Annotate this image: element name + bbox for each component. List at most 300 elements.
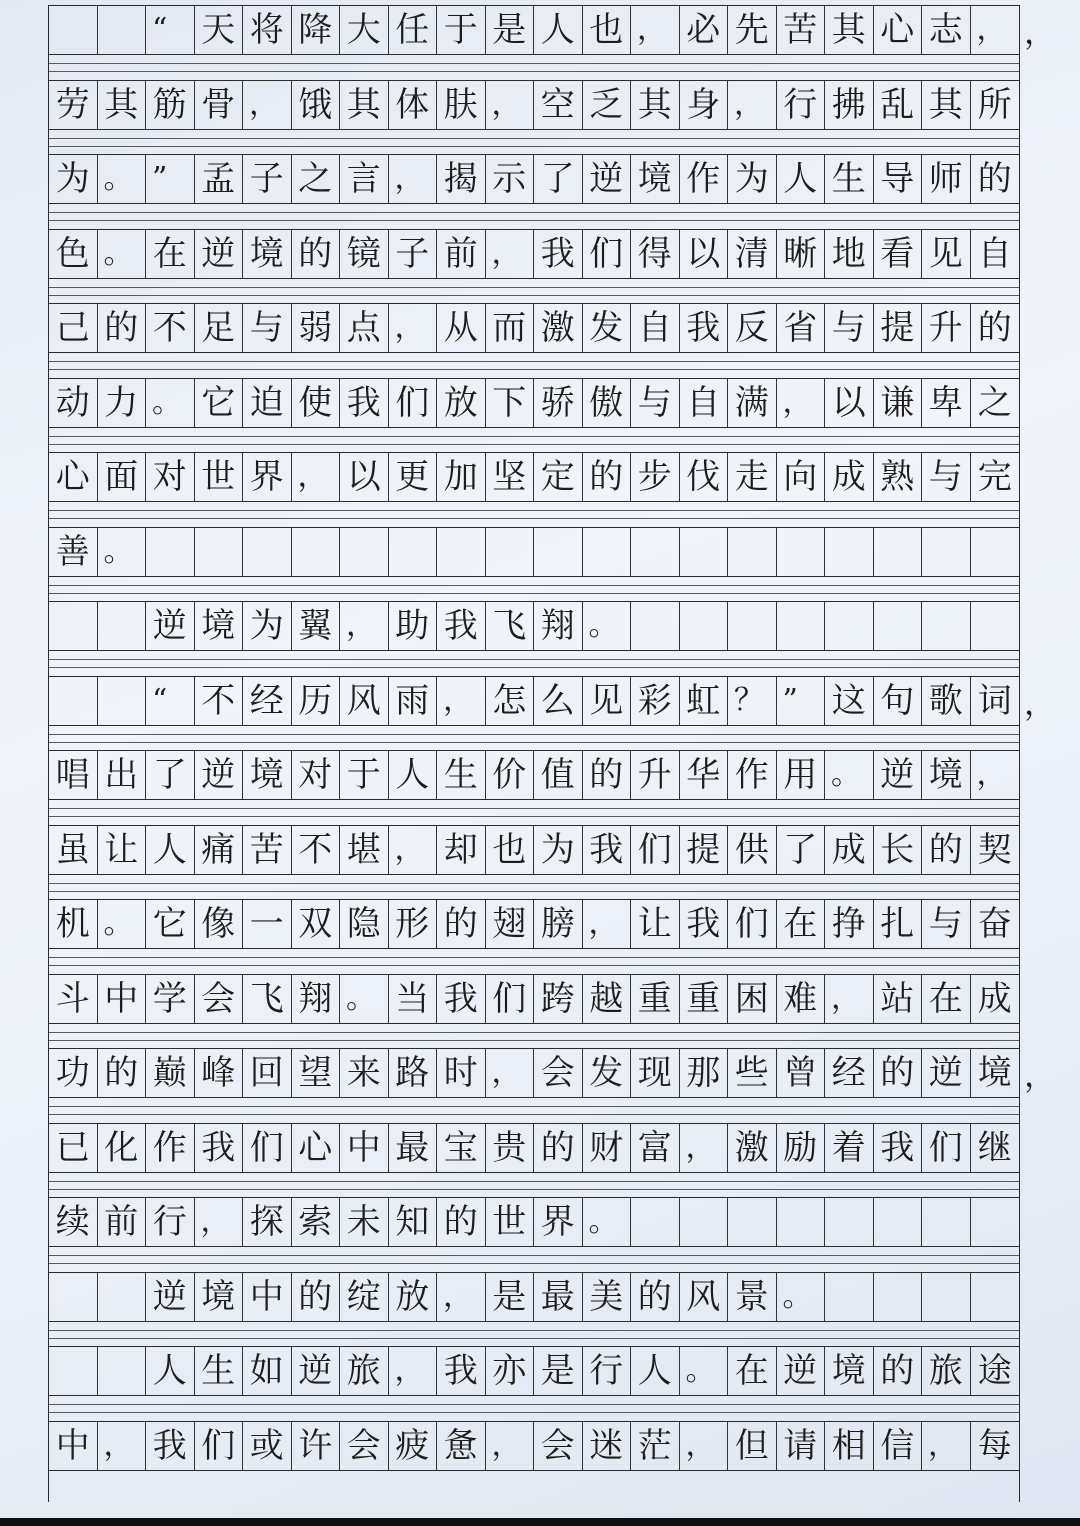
grid-cell: 励: [777, 1124, 826, 1172]
grid-cell: 不: [146, 304, 195, 352]
grid-cell: 境: [631, 155, 680, 203]
grid-cell: ，: [437, 677, 486, 725]
grid-cell: 的: [292, 1273, 341, 1321]
grid-cell: 志: [922, 6, 971, 54]
grid-cell: 升: [922, 304, 971, 352]
grid-cell: 旅: [922, 1347, 971, 1395]
grid-cell: 历: [292, 677, 341, 725]
grid-cell: 那: [680, 1049, 729, 1097]
grid-cell: 筋: [146, 81, 195, 129]
grid-cell: 是: [534, 1347, 583, 1395]
grid-cell: ，: [389, 1347, 438, 1395]
grid-cell: 之: [292, 155, 341, 203]
grid-cell: 降: [292, 6, 341, 54]
grid-cell: 。: [146, 379, 195, 427]
grid-cell: 界: [243, 453, 292, 501]
grid-cell: 景: [728, 1273, 777, 1321]
grid-cell: 境: [195, 1273, 244, 1321]
grid-cell: 重: [680, 975, 729, 1023]
grid-cell: 曾: [777, 1049, 826, 1097]
grid-cell: 境: [977, 1053, 1012, 1093]
grid-cell: 的: [874, 1347, 923, 1395]
grid-cell: 最: [389, 1124, 438, 1172]
grid-cell: 子: [243, 155, 292, 203]
grid-cell: 中: [340, 1124, 389, 1172]
grid-cell: 饿: [292, 81, 341, 129]
grid-cell: 迷: [583, 1422, 632, 1470]
grid-cell: ，: [195, 1198, 244, 1246]
grid-cell: 我: [534, 230, 583, 278]
grid-cell: 逆: [146, 602, 195, 650]
grid-cell: 境: [195, 602, 244, 650]
grid-cell: [631, 602, 680, 650]
grid-cell: 彩: [631, 677, 680, 725]
grid-row: [49, 1197, 1019, 1247]
bottom-bar: [0, 1518, 1080, 1526]
grid-row: [49, 601, 1019, 651]
grid-cell: 唱: [49, 751, 98, 799]
grid-cell: 定: [534, 453, 583, 501]
grid-cell: 作: [146, 1124, 195, 1172]
grid-cell: 双: [292, 900, 341, 948]
grid-cell: 人: [146, 1347, 195, 1395]
grid-cell: 出: [98, 751, 147, 799]
grid-cell: 我: [437, 975, 486, 1023]
grid-cell: 绽: [340, 1273, 389, 1321]
grid-cell: 境: [243, 751, 292, 799]
grid-cell: 迫: [243, 379, 292, 427]
grid-cell: 的: [977, 308, 1012, 348]
grid-cell: 逆: [922, 1049, 971, 1097]
grid-cell: [874, 528, 923, 576]
grid-cell: 斗: [49, 975, 98, 1023]
grid-cell: 中: [49, 1422, 98, 1470]
grid-cell: 们: [389, 379, 438, 427]
grid-cell: 隐: [340, 900, 389, 948]
grid-cell: 境: [922, 751, 971, 799]
grid-cell: 我: [146, 1422, 195, 1470]
grid-cell: 膀: [534, 900, 583, 948]
grid-cell: 生: [437, 751, 486, 799]
grid-cell: 供: [728, 826, 777, 874]
grid-cell: 反: [728, 304, 777, 352]
grid-cell: 孟: [195, 155, 244, 203]
separator-band: [49, 1247, 1019, 1271]
separator-band: [49, 204, 1019, 228]
grid-cell: 句: [874, 677, 923, 725]
grid-cell: 的: [534, 1124, 583, 1172]
grid-cell: [922, 528, 971, 576]
grid-cell: 已: [49, 1124, 98, 1172]
grid-cell: 力: [98, 379, 147, 427]
grid-cell: 现: [631, 1049, 680, 1097]
grid-cell: 拂: [825, 81, 874, 129]
grid-cell: 。: [98, 900, 147, 948]
grid-cell: [777, 1198, 826, 1246]
grid-cell: ，: [389, 304, 438, 352]
grid-cell: 茫: [631, 1422, 680, 1470]
grid-cell: 。: [98, 155, 147, 203]
separator-band: [49, 577, 1019, 601]
grid-cell: 价: [486, 751, 535, 799]
grid-cell: 动: [49, 379, 98, 427]
grid-cell: [631, 1198, 680, 1246]
grid-row: [49, 452, 1019, 502]
grid-cell: 中: [243, 1273, 292, 1321]
grid-cell: 华: [680, 751, 729, 799]
grid-cell: 省: [777, 304, 826, 352]
grid-cell: 。: [777, 1273, 826, 1321]
grid-cell: 的: [583, 751, 632, 799]
grid-cell: 歌: [922, 677, 971, 725]
grid-cell: 其: [98, 81, 147, 129]
grid-cell: 骄: [534, 379, 583, 427]
grid-cell: 傲: [583, 379, 632, 427]
grid-cell: ，: [976, 757, 1007, 792]
grid-cell: 我: [874, 1124, 923, 1172]
grid-cell: 乱: [874, 81, 923, 129]
grid-cell: 大: [340, 6, 389, 54]
grid-cell: 行: [777, 81, 826, 129]
grid-row: [49, 154, 1019, 204]
grid-cell: 对: [292, 751, 341, 799]
grid-cell: 的: [98, 1049, 147, 1097]
grid-cell: [971, 528, 1020, 576]
grid-cell: 己: [49, 304, 98, 352]
grid-cell: [243, 528, 292, 576]
grid-cell: 镜: [340, 230, 389, 278]
grid-cell: 风: [680, 1273, 729, 1321]
grid-cell: 我: [437, 602, 486, 650]
grid-cell: 难: [777, 975, 826, 1023]
grid-cell: 或: [243, 1422, 292, 1470]
grid-cell: 其: [922, 81, 971, 129]
grid-cell: [874, 602, 923, 650]
grid-cell: 长: [874, 826, 923, 874]
grid-cell: 世: [195, 453, 244, 501]
grid-cell: 翼: [292, 602, 341, 650]
grid-cell: ，: [486, 81, 535, 129]
grid-row: [49, 750, 1019, 800]
grid-cell: 未: [340, 1198, 389, 1246]
grid-row: [49, 1421, 1019, 1471]
grid-cell: 了: [146, 751, 195, 799]
grid-cell: 面: [98, 453, 147, 501]
separator-band: [49, 726, 1019, 750]
grid-cell: 继: [977, 1127, 1012, 1168]
separator-band: [49, 1173, 1019, 1197]
grid-cell: ，: [243, 81, 292, 129]
grid-cell: 发: [583, 1049, 632, 1097]
grid-cell: [292, 528, 341, 576]
grid-cell: [49, 602, 98, 650]
grid-cell: 将: [243, 6, 292, 54]
grid-cell: 这: [825, 677, 874, 725]
grid-cell: 导: [874, 155, 923, 203]
grid-cell: 苦: [243, 826, 292, 874]
grid-cell: 自: [631, 304, 680, 352]
grid-cell: 而: [486, 304, 535, 352]
grid-cell: 让: [98, 826, 147, 874]
grid-cell: 挣: [825, 900, 874, 948]
grid-cell: 助: [389, 602, 438, 650]
grid-cell: 见: [922, 230, 971, 278]
grid-cell: ，: [631, 6, 680, 54]
grid-cell: 会: [534, 1049, 583, 1097]
grid-cell: ，: [292, 453, 341, 501]
grid-cell: 示: [486, 155, 535, 203]
grid-cell: [825, 528, 874, 576]
grid-cell: 苦: [777, 6, 826, 54]
grid-cell: ，: [486, 1049, 535, 1097]
grid-row: [49, 1048, 1019, 1098]
grid-cell: 我: [437, 1347, 486, 1395]
grid-row: [49, 303, 1019, 353]
grid-cell: 的: [437, 900, 486, 948]
grid-cell: 请: [777, 1422, 826, 1470]
grid-row: [49, 899, 1019, 949]
grid-cell: 成: [825, 453, 874, 501]
grid-cell: 为: [728, 155, 777, 203]
overflow-punctuation: ，: [1024, 13, 1057, 51]
grid-cell: 的: [631, 1273, 680, 1321]
grid-cell: 对: [146, 453, 195, 501]
grid-cell: 们: [195, 1422, 244, 1470]
grid-cell: [534, 528, 583, 576]
grid-cell: 美: [583, 1273, 632, 1321]
separator-band: [49, 279, 1019, 303]
grid-cell: 是: [486, 6, 535, 54]
grid-cell: 使: [292, 379, 341, 427]
grid-cell: 用: [777, 751, 826, 799]
grid-row: [49, 5, 1019, 55]
grid-cell: 跨: [534, 975, 583, 1023]
grid-cell: [98, 677, 147, 725]
grid-cell: 信: [874, 1422, 923, 1470]
grid-cell: 探: [243, 1198, 292, 1246]
grid-cell: 们: [922, 1124, 971, 1172]
grid-cell: ，: [680, 1124, 729, 1172]
grid-cell: [49, 6, 98, 54]
grid-cell: 着: [825, 1124, 874, 1172]
grid-cell: 峰: [195, 1049, 244, 1097]
grid-cell: 加: [437, 453, 486, 501]
separator-band: [49, 800, 1019, 824]
grid-cell: ？: [728, 677, 777, 725]
grid-cell: [98, 1347, 147, 1395]
grid-cell: 些: [728, 1049, 777, 1097]
grid-cell: 像: [195, 900, 244, 948]
grid-cell: [98, 6, 147, 54]
grid-cell: 言: [340, 155, 389, 203]
grid-cell: 痛: [195, 826, 244, 874]
grid-cell: 步: [631, 453, 680, 501]
grid-cell: [922, 602, 971, 650]
grid-cell: 骨: [195, 81, 244, 129]
grid-cell: [728, 528, 777, 576]
grid-cell: 我: [680, 900, 729, 948]
grid-cell: 索: [292, 1198, 341, 1246]
grid-cell: 。: [98, 230, 147, 278]
grid-cell: [680, 602, 729, 650]
grid-cell: [49, 1347, 98, 1395]
grid-cell: 师: [922, 155, 971, 203]
separator-band: [49, 1322, 1019, 1346]
grid-cell: 每: [977, 1425, 1012, 1466]
grid-cell: ，: [389, 155, 438, 203]
grid-cell: 作: [680, 155, 729, 203]
grid-cell: 足: [195, 304, 244, 352]
grid-cell: 让: [631, 900, 680, 948]
grid-cell: 会: [340, 1422, 389, 1470]
grid-cell: 学: [146, 975, 195, 1023]
grid-cell: 的: [583, 453, 632, 501]
grid-cell: 人: [146, 826, 195, 874]
grid-cell: 之: [977, 382, 1012, 423]
grid-cell: 境: [825, 1347, 874, 1395]
grid-cell: [874, 1273, 923, 1321]
grid-cell: 贵: [486, 1124, 535, 1172]
grid-cell: 功: [49, 1049, 98, 1097]
grid-cell: 财: [583, 1124, 632, 1172]
separator-band: [49, 875, 1019, 899]
grid-cell: 境: [243, 230, 292, 278]
grid-cell: 最: [534, 1273, 583, 1321]
grid-cell: 一: [243, 900, 292, 948]
grid-cell: 化: [98, 1124, 147, 1172]
grid-cell: 成: [825, 826, 874, 874]
grid-cell: [777, 602, 826, 650]
grid-cell: 时: [437, 1049, 486, 1097]
grid-cell: 重: [631, 975, 680, 1023]
grid-cell: 途: [977, 1351, 1012, 1391]
grid-cell: [825, 1198, 874, 1246]
grid-cell: 疲: [389, 1422, 438, 1470]
grid-row: [49, 229, 1019, 279]
grid-cell: 所: [977, 84, 1012, 125]
grid-cell: [583, 528, 632, 576]
grid-row: [49, 1272, 1019, 1322]
grid-cell: 风: [340, 677, 389, 725]
grid-cell: 必: [680, 6, 729, 54]
grid-cell: 自: [680, 379, 729, 427]
grid-cell: 生: [825, 155, 874, 203]
grid-cell: 界: [534, 1198, 583, 1246]
grid-cell: 怎: [486, 677, 535, 725]
grid-cell: 旅: [340, 1347, 389, 1395]
grid-cell: 看: [874, 230, 923, 278]
grid-row: [49, 676, 1019, 726]
grid-cell: 与: [922, 453, 971, 501]
grid-cell: 飞: [486, 602, 535, 650]
grid-cell: 为: [534, 826, 583, 874]
grid-cell: 点: [340, 304, 389, 352]
grid-cell: ，: [340, 602, 389, 650]
grid-cell: 的: [874, 1049, 923, 1097]
grid-cell: 逆: [195, 751, 244, 799]
grid-cell: 。: [825, 751, 874, 799]
grid-cell: 发: [583, 304, 632, 352]
grid-cell: [680, 528, 729, 576]
grid-cell: 谦: [874, 379, 923, 427]
grid-cell: 虽: [49, 826, 98, 874]
grid-cell: 它: [195, 379, 244, 427]
grid-cell: 与: [631, 379, 680, 427]
grid-cell: 前: [98, 1198, 147, 1246]
grid-cell: 色: [49, 230, 98, 278]
grid-cell: 富: [631, 1124, 680, 1172]
grid-cell: 翅: [486, 900, 535, 948]
grid-cell: 的: [292, 230, 341, 278]
grid-cell: 坚: [486, 453, 535, 501]
grid-cell: 来: [340, 1049, 389, 1097]
grid-cell: 我: [680, 304, 729, 352]
grid-cell: 。: [680, 1347, 729, 1395]
grid-cell: ，: [486, 1422, 535, 1470]
grid-cell: 经: [243, 677, 292, 725]
grid-cell: 契: [977, 829, 1012, 870]
grid-row: [49, 825, 1019, 875]
grid-cell: 当: [389, 975, 438, 1023]
grid-cell: 们: [243, 1124, 292, 1172]
grid-cell: 熟: [874, 453, 923, 501]
grid-row: [49, 80, 1019, 130]
grid-cell: 不: [292, 826, 341, 874]
grid-cell: [437, 528, 486, 576]
grid-cell: 。: [98, 528, 147, 576]
grid-cell: 于: [437, 6, 486, 54]
grid-cell: 会: [195, 975, 244, 1023]
grid-cell: 为: [243, 602, 292, 650]
grid-cell: 么: [534, 677, 583, 725]
grid-cell: 越: [583, 975, 632, 1023]
grid-cell: 我: [340, 379, 389, 427]
grid-cell: 许: [292, 1422, 341, 1470]
grid-cell: [680, 1198, 729, 1246]
grid-cell: 们: [728, 900, 777, 948]
grid-cell: 心: [49, 453, 98, 501]
grid-cell: 我: [195, 1124, 244, 1172]
separator-band: [49, 428, 1019, 452]
grid-cell: 人: [777, 155, 826, 203]
grid-cell: [971, 1198, 1020, 1246]
grid-cell: 雨: [389, 677, 438, 725]
grid-cell: 知: [389, 1198, 438, 1246]
grid-cell: 激: [534, 304, 583, 352]
grid-cell: ，: [777, 379, 826, 427]
grid-cell: 以: [825, 379, 874, 427]
grid-cell: 。: [583, 1198, 632, 1246]
grid-row: [49, 378, 1019, 428]
grid-cell: 与: [243, 304, 292, 352]
grid-cell: 其: [631, 81, 680, 129]
grid-cell: 它: [146, 900, 195, 948]
grid-cell: 人: [389, 751, 438, 799]
grid-cell: 体: [389, 81, 438, 129]
grid-cell: 回: [243, 1049, 292, 1097]
grid-cell: ，: [437, 1273, 486, 1321]
grid-cell: ，: [486, 230, 535, 278]
grid-cell: ，: [583, 900, 632, 948]
grid-cell: 以: [680, 230, 729, 278]
grid-cell: 善: [49, 528, 98, 576]
grid-cell: 逆: [146, 1273, 195, 1321]
grid-cell: 成: [977, 978, 1012, 1019]
grid-cell: [98, 1273, 147, 1321]
writing-grid-sheet: [48, 5, 1020, 1502]
grid-cell: 世: [486, 1198, 535, 1246]
grid-cell: 天: [195, 6, 244, 54]
